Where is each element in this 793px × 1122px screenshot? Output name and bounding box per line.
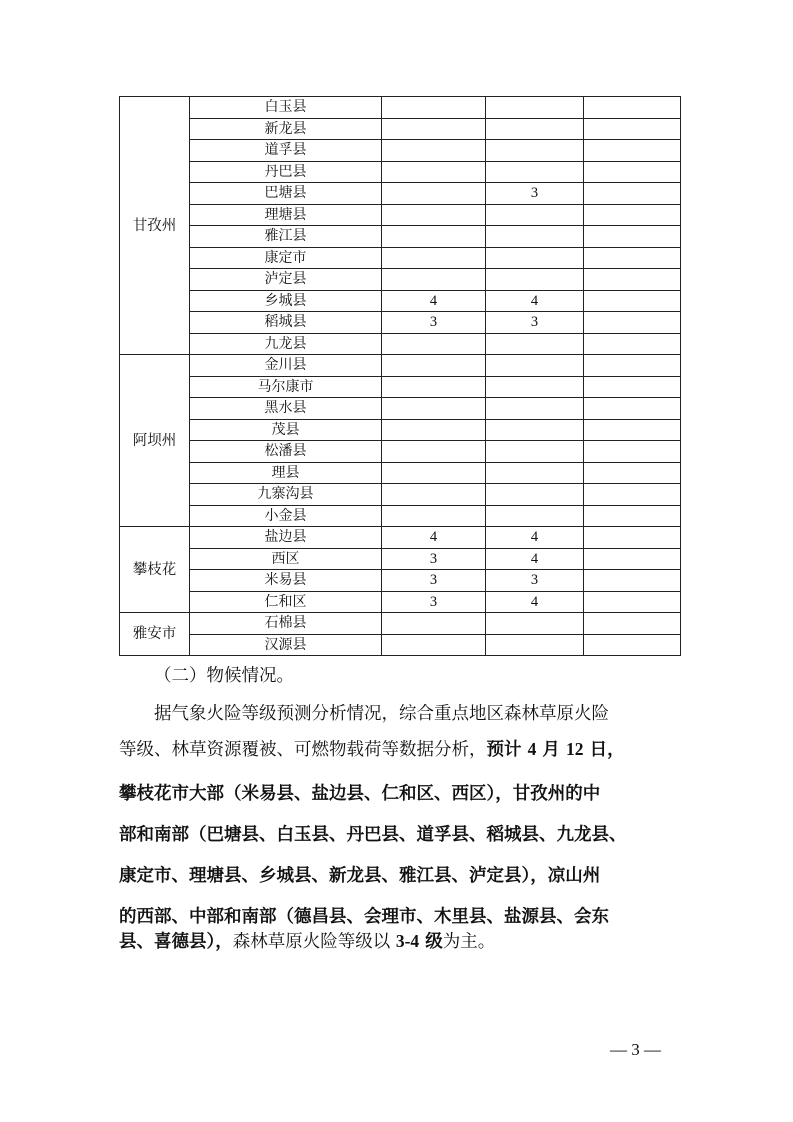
county-cell: 松潘县 (190, 441, 382, 463)
table-row (120, 312, 681, 334)
value-cell-1: 3 (382, 312, 486, 334)
county-cell: 巴塘县 (190, 183, 382, 205)
county-cell: 盐边县 (190, 527, 382, 549)
value-cell-2 (486, 226, 584, 248)
county-cell: 茂县 (190, 419, 382, 441)
value-cell-2 (486, 97, 584, 119)
paragraph-line-7: 县、喜德县），森林草原火险等级以 3-4 级为主。 (119, 931, 496, 952)
county-cell: 丹巴县 (190, 161, 382, 183)
county-cell: 新龙县 (190, 118, 382, 140)
paragraph-line-2: 等级、林草资源覆被、可燃物载荷等数据分析，预计 4 月 12 日， (119, 739, 625, 760)
county-cell: 仁和区 (190, 591, 382, 613)
value-cell-1 (382, 419, 486, 441)
table-row (120, 161, 681, 183)
table-row (120, 441, 681, 463)
value-cell-3 (584, 462, 681, 484)
value-cell-3 (584, 441, 681, 463)
value-cell-1 (382, 269, 486, 291)
value-cell-1 (382, 140, 486, 162)
table-row (120, 290, 681, 312)
value-cell-2 (486, 634, 584, 656)
county-cell: 汉源县 (190, 634, 382, 656)
section-heading-text: （二）物候情况。 (154, 666, 294, 686)
table-row (120, 376, 681, 398)
value-cell-2 (486, 419, 584, 441)
county-cell: 理塘县 (190, 204, 382, 226)
table-row (120, 333, 681, 355)
county-cell: 西区 (190, 548, 382, 570)
table-row (120, 398, 681, 420)
value-cell-3 (584, 376, 681, 398)
value-cell-2 (486, 355, 584, 377)
value-cell-3 (584, 570, 681, 592)
value-cell-3 (584, 269, 681, 291)
region-cell: 攀枝花 (120, 527, 190, 613)
value-cell-1: 3 (382, 570, 486, 592)
value-cell-1 (382, 183, 486, 205)
region-cell: 甘孜州 (120, 97, 190, 355)
table-row (120, 419, 681, 441)
county-cell: 黑水县 (190, 398, 382, 420)
value-cell-1 (382, 613, 486, 635)
phenology-paragraph (119, 700, 684, 960)
value-cell-1 (382, 204, 486, 226)
value-cell-1: 3 (382, 548, 486, 570)
value-cell-1 (382, 398, 486, 420)
table-row (120, 613, 681, 635)
fire-risk-table (119, 96, 681, 656)
value-cell-1 (382, 247, 486, 269)
value-cell-3 (584, 355, 681, 377)
paragraph-line-1: 据气象火险等级预测分析情况，综合重点地区森林草原火险 (154, 704, 609, 724)
value-cell-2: 4 (486, 290, 584, 312)
value-cell-2 (486, 333, 584, 355)
value-cell-1 (382, 226, 486, 248)
value-cell-2: 3 (486, 183, 584, 205)
value-cell-2: 3 (486, 312, 584, 334)
table-row (120, 505, 681, 527)
table-row (120, 462, 681, 484)
table-row (120, 548, 681, 570)
table-row (120, 355, 681, 377)
table-row (120, 634, 681, 656)
value-cell-2 (486, 140, 584, 162)
table-row (120, 204, 681, 226)
value-cell-2 (486, 247, 584, 269)
paragraph-line-5: 康定市、理塘县、乡城县、新龙县、雅江县、泸定县），凉山州 (119, 866, 601, 886)
value-cell-3 (584, 290, 681, 312)
value-cell-2 (486, 505, 584, 527)
value-cell-3 (584, 398, 681, 420)
fire-risk-table-body (120, 97, 681, 656)
value-cell-3 (584, 613, 681, 635)
value-cell-3 (584, 419, 681, 441)
value-cell-2 (486, 376, 584, 398)
value-cell-2: 4 (486, 591, 584, 613)
county-cell: 雅江县 (190, 226, 382, 248)
value-cell-2 (486, 118, 584, 140)
value-cell-2: 4 (486, 548, 584, 570)
table-row (120, 269, 681, 291)
value-cell-3 (584, 484, 681, 506)
value-cell-3 (584, 226, 681, 248)
table-row (120, 226, 681, 248)
value-cell-2 (486, 204, 584, 226)
table-row (120, 97, 681, 119)
table-row (120, 140, 681, 162)
value-cell-3 (584, 312, 681, 334)
value-cell-3 (584, 505, 681, 527)
value-cell-2 (486, 441, 584, 463)
table-row (120, 183, 681, 205)
value-cell-2 (486, 462, 584, 484)
table-row (120, 591, 681, 613)
value-cell-1 (382, 161, 486, 183)
value-cell-3 (584, 247, 681, 269)
page-number: — 3 — (610, 1040, 661, 1059)
county-cell: 理县 (190, 462, 382, 484)
value-cell-3 (584, 97, 681, 119)
value-cell-2: 4 (486, 527, 584, 549)
value-cell-1: 3 (382, 591, 486, 613)
value-cell-3 (584, 118, 681, 140)
region-cell: 雅安市 (120, 613, 190, 656)
value-cell-3 (584, 548, 681, 570)
paragraph-line-4: 部和南部（巴塘县、白玉县、丹巴县、道孚县、稻城县、九龙县、 (119, 825, 627, 845)
value-cell-1 (382, 484, 486, 506)
value-cell-3 (584, 591, 681, 613)
table-row (120, 484, 681, 506)
value-cell-3 (584, 183, 681, 205)
region-cell: 阿坝州 (120, 355, 190, 527)
value-cell-1 (382, 505, 486, 527)
county-cell: 石棉县 (190, 613, 382, 635)
value-cell-1 (382, 333, 486, 355)
county-cell: 米易县 (190, 570, 382, 592)
county-cell: 道孚县 (190, 140, 382, 162)
county-cell: 白玉县 (190, 97, 382, 119)
value-cell-1 (382, 462, 486, 484)
county-cell: 稻城县 (190, 312, 382, 334)
table-row (120, 570, 681, 592)
table-row (120, 118, 681, 140)
value-cell-1 (382, 97, 486, 119)
value-cell-2 (486, 269, 584, 291)
value-cell-1: 4 (382, 527, 486, 549)
value-cell-1: 4 (382, 290, 486, 312)
value-cell-1 (382, 634, 486, 656)
table-row (120, 247, 681, 269)
table-row (120, 527, 681, 549)
county-cell: 马尔康市 (190, 376, 382, 398)
value-cell-2 (486, 613, 584, 635)
value-cell-1 (382, 355, 486, 377)
value-cell-1 (382, 118, 486, 140)
value-cell-3 (584, 161, 681, 183)
value-cell-1 (382, 441, 486, 463)
county-cell: 九龙县 (190, 333, 382, 355)
value-cell-2 (486, 161, 584, 183)
county-cell: 康定市 (190, 247, 382, 269)
paragraph-line-3: 攀枝花市大部（米易县、盐边县、仁和区、西区），甘孜州的中 (119, 784, 601, 804)
county-cell: 乡城县 (190, 290, 382, 312)
value-cell-3 (584, 634, 681, 656)
value-cell-2 (486, 398, 584, 420)
value-cell-2 (486, 484, 584, 506)
value-cell-3 (584, 333, 681, 355)
county-cell: 泸定县 (190, 269, 382, 291)
value-cell-3 (584, 204, 681, 226)
county-cell: 金川县 (190, 355, 382, 377)
county-cell: 九寨沟县 (190, 484, 382, 506)
value-cell-3 (584, 527, 681, 549)
paragraph-line-6: 的西部、中部和南部（德昌县、会理市、木里县、盐源县、会东 (119, 907, 609, 927)
value-cell-1 (382, 376, 486, 398)
county-cell: 小金县 (190, 505, 382, 527)
value-cell-2: 3 (486, 570, 584, 592)
value-cell-3 (584, 140, 681, 162)
